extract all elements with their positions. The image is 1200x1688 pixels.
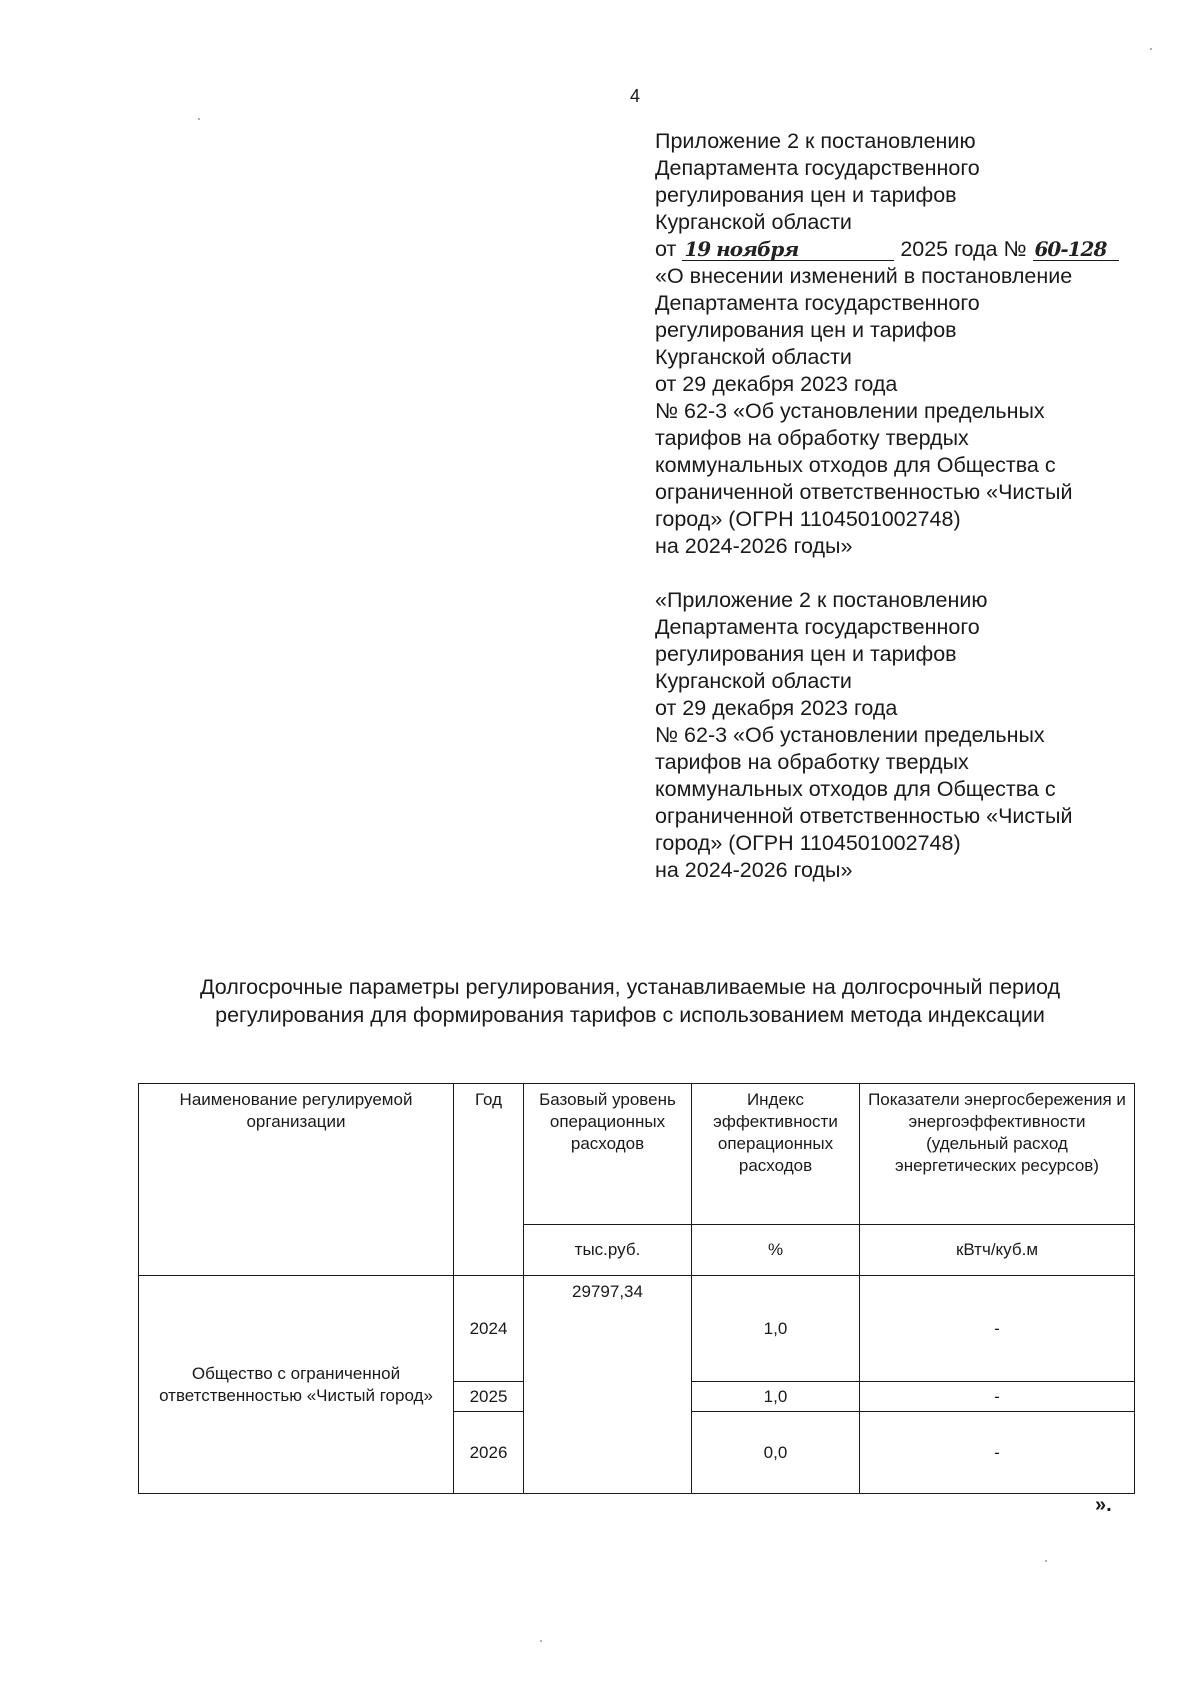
header-line: тарифов на обработку твердых (655, 426, 969, 450)
row-index: 1,0 (692, 1276, 860, 1382)
unit-efficiency: кВтч/куб.м (860, 1225, 1135, 1276)
header-line: Курганской области (655, 345, 852, 369)
header-org: Наименование регулируемой организации (139, 1084, 454, 1276)
header-line: № 62-3 «Об установлении предельных (655, 399, 1045, 423)
spacer (655, 560, 1175, 587)
header-line: регулирования цен и тарифов (655, 318, 957, 342)
row-efficiency: - (860, 1382, 1135, 1412)
parameters-table (138, 1083, 1135, 1494)
row-year: 2025 (454, 1382, 524, 1412)
row-year: 2024 (454, 1276, 524, 1382)
header-line: коммунальных отходов для Общества с (655, 453, 1056, 477)
row-efficiency: - (860, 1412, 1135, 1494)
header-line: «О внесении изменений в постановление (655, 264, 1073, 288)
header-line: ограниченной ответственностью «Чистый (655, 480, 1073, 504)
date-prefix: от (655, 237, 677, 261)
appendix-line: «Приложение 2 к постановлению (655, 588, 988, 612)
header-line: на 2024-2026 годы» (655, 534, 853, 558)
handwritten-date: 19 ноября (682, 238, 894, 261)
header-line: регулирования цен и тарифов (655, 183, 957, 207)
header-index: Индекс эффективности операционных расходов (692, 1084, 860, 1225)
header-line: Курганской области (655, 210, 852, 234)
title-line-1: Долгосрочные параметры регулирования, устанавливаемые на долгосрочный период (199, 975, 1061, 999)
appendix-line: Курганской области (655, 669, 852, 693)
appendix-line: № 62-3 «Об установлении предельных (655, 723, 1045, 747)
table-header-row (139, 1084, 1135, 1225)
appendix-line: город» (ОГРН 1104501002748) (655, 831, 961, 855)
appendix-line: ограниченной ответственностью «Чистый (655, 804, 1073, 828)
page-number: 4 (630, 86, 641, 106)
appendix-line: от 29 декабря 2023 года (655, 696, 898, 720)
scan-speck (540, 1640, 542, 1642)
appendix-line: коммунальных отходов для Общества с (655, 777, 1056, 801)
document-title (140, 973, 1120, 1029)
appendix-line: Департамента государственного (655, 615, 980, 639)
appendix-line: тарифов на обработку твердых (655, 750, 969, 774)
scan-speck (1150, 48, 1152, 50)
row-year: 2026 (454, 1412, 524, 1494)
unit-index: % (692, 1225, 860, 1276)
header-line: Приложение 2 к постановлению (655, 129, 976, 153)
header-efficiency: Показатели энергосбережения и энергоэффективности (удельный расход энергетических ресурсов) (860, 1084, 1135, 1225)
row-efficiency: - (860, 1276, 1135, 1382)
scan-speck (198, 118, 200, 120)
header-line: город» (ОГРН 1104501002748) (655, 507, 961, 531)
row-index: 1,0 (692, 1382, 860, 1412)
header-base: Базовый уровень операционных расходов (524, 1084, 692, 1225)
unit-base: тыс.руб. (524, 1225, 692, 1276)
year-text: 2025 года № (900, 237, 1027, 261)
header-block (655, 128, 1175, 884)
row-index: 0,0 (692, 1412, 860, 1494)
table-row (139, 1276, 1135, 1382)
appendix-line: регулирования цен и тарифов (655, 642, 957, 666)
header-line: Департамента государственного (655, 291, 980, 315)
scan-speck (1045, 1560, 1047, 1562)
date-line (655, 236, 1175, 263)
header-year: Год (454, 1084, 524, 1276)
header-line: Департамента государственного (655, 156, 980, 180)
closing-quote: ». (1095, 1494, 1112, 1516)
appendix-line: на 2024-2026 годы» (655, 858, 853, 882)
title-line-2: регулирования для формирования тарифов с использованием метода индексации (215, 1003, 1045, 1027)
base-value: 29797,34 (524, 1276, 692, 1494)
header-line: от 29 декабря 2023 года (655, 372, 898, 396)
organization-name: Общество с ограниченной ответственностью «Чистый город» (139, 1276, 454, 1494)
handwritten-number: 60-128 (1033, 238, 1119, 261)
